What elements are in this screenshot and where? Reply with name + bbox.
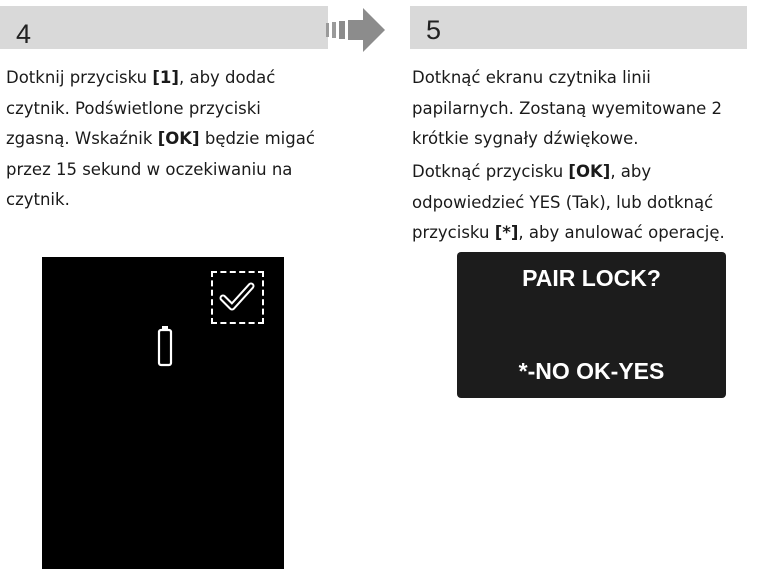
step-5-header	[410, 6, 747, 49]
text-segment: , aby anulować operację.	[518, 223, 725, 242]
text-segment: , aby odpowiedzieć YES (Tak), lub dotknąć przycisku	[412, 162, 714, 242]
step-4-header	[0, 6, 328, 49]
text-segment: będzie migać przez 15 sekund w oczekiwaniu na czytnik.	[6, 129, 315, 209]
step-number: 5	[426, 15, 442, 45]
step-5-instructions-1: Dotknąć ekranu czytnika linii papilarnych. Zostaną wyemitowane 2 krótkie sygnały dźwiękowe.	[412, 68, 723, 148]
checkmark-icon	[219, 280, 257, 314]
text-segment: Dotknąć przycisku	[412, 162, 569, 181]
button-reference: [OK]	[568, 162, 611, 181]
lcd-display	[457, 252, 726, 398]
button-reference: [*]	[494, 223, 519, 242]
lcd-prompt: PAIR LOCK?	[522, 265, 661, 291]
text-segment: Dotknij przycisku	[6, 68, 153, 87]
step-5-instructions-2	[412, 157, 760, 249]
lcd-options: *-NO OK-YES	[518, 358, 665, 384]
button-reference: [OK]	[157, 129, 200, 148]
step-4-instructions	[6, 63, 326, 216]
step-number: 4	[16, 19, 32, 49]
right-arrow-icon	[324, 7, 386, 53]
button-reference: [1]	[152, 68, 179, 87]
text-segment: , aby dodać czytnik. Podświetlone przyciski zgasną. Wskaźnik	[6, 68, 276, 148]
battery-icon	[157, 325, 173, 367]
ok-button-highlight	[211, 271, 264, 324]
